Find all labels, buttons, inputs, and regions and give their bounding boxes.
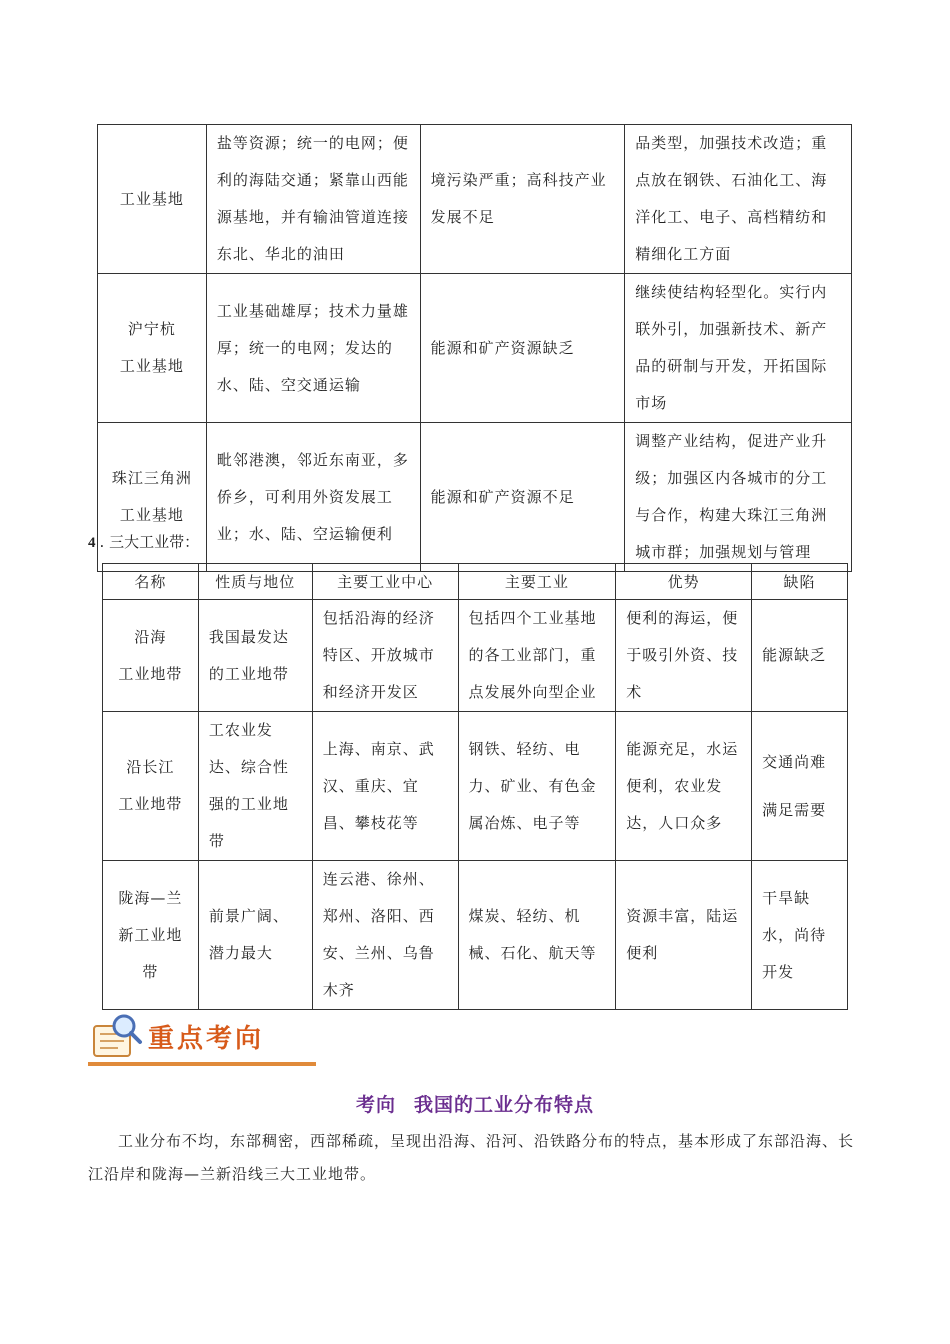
section-label: 考向 [355,1094,396,1116]
banner-title: 重点考向 [148,1024,265,1054]
body-paragraph: 工业分布不均，东部稠密，西部稀疏，呈现出沿海、沿河、沿铁路分布的特点，基本形成了东部沿海、长江沿岸和陇海—兰新沿线三大工业地带。 [88,1132,855,1183]
belt-defects: 交通尚难 满足需要 [752,712,848,861]
belt-centers: 连云港、徐州、郑州、洛阳、西安、兰州、乌鲁木齐 [312,861,458,1010]
base-conditions: 盐等资源；统一的电网；便利的海陆交通；紧靠山西能源基地，并有输油管道连接东北、华北的油田 [206,125,420,274]
belt-industries: 钢铁、轻纺、电力、矿业、有色金属冶炼、电子等 [458,712,616,861]
base-conditions: 工业基础雄厚；技术力量雄厚；统一的电网；发达的水、陆、空交通运输 [206,274,420,423]
column-header: 主要工业中心 [312,564,458,600]
base-direction: 继续使结构轻型化。实行内联外引，加强新技术、新产品的研制与开发，开拓国际市场 [625,274,852,423]
section-heading-4 [88,531,199,554]
table-row [98,274,852,423]
column-header: 主要工业 [458,564,616,600]
heading-text: 三大工业带： [109,533,200,551]
section-title [0,1090,950,1117]
belt-defects: 干旱缺水，尚待开发 [752,861,848,1010]
industrial-base-table [97,124,852,572]
heading-dot: . [99,533,105,551]
table-row [103,861,848,1010]
belt-defects: 能源缺乏 [752,600,848,712]
column-header: 优势 [616,564,752,600]
belt-nature: 工农业发达、综合性强的工业地带 [198,712,312,861]
belt-centers: 上海、南京、武汉、重庆、宜昌、攀枝花等 [312,712,458,861]
base-conditions: 毗邻港澳，邻近东南亚，多侨乡，可利用外资发展工业；水、陆、空运输便利 [206,423,420,572]
table-row [98,423,852,572]
column-header: 名称 [103,564,199,600]
column-header: 性质与地位 [198,564,312,600]
belt-industries: 煤炭、轻纺、机械、石化、航天等 [458,861,616,1010]
section-heading: 我国的工业分布特点 [414,1094,595,1116]
belt-centers: 包括沿海的经济特区、开放城市和经济开发区 [312,600,458,712]
base-direction: 品类型，加强技术改造；重点放在钢铁、石油化工、海洋化工、电子、高档精纺和精细化工方面 [625,125,852,274]
column-header: 缺陷 [752,564,848,600]
key-focus-banner [88,1012,316,1068]
banner-underline [88,1062,316,1066]
belt-nature: 我国最发达的工业地带 [198,600,312,712]
table-row [103,600,848,712]
base-problems: 境污染严重；高科技产业发展不足 [420,125,625,274]
base-direction: 调整产业结构，促进产业升级；加强区内各城市的分工与合作，构建大珠江三角洲城市群；加强规划与管理 [625,423,852,572]
belt-industries: 包括四个工业基地的各工业部门，重点发展外向型企业 [458,600,616,712]
heading-number: 4 [88,535,96,551]
base-problems: 能源和矿产资源缺乏 [420,274,625,423]
table-header-row [103,564,848,600]
base-problems: 能源和矿产资源不足 [420,423,625,572]
belt-advantages: 能源充足，水运便利，农业发达，人口众多 [616,712,752,861]
belt-advantages: 资源丰富，陆运便利 [616,861,752,1010]
table-row [98,125,852,274]
base-name: 沪宁杭 工业基地 [98,274,207,423]
base-name: 工业基地 [98,125,207,274]
belt-name: 沿长江 工业地带 [103,712,199,861]
belt-advantages: 便利的海运，便于吸引外资、技术 [616,600,752,712]
industrial-belt-table [102,563,848,1010]
belt-name: 陇海—兰 新工业地 带 [103,861,199,1010]
belt-name: 沿海 工业地带 [103,600,199,712]
base-name: 珠江三角洲 工业基地 [98,423,207,572]
table-row [103,712,848,861]
belt-nature: 前景广阔、潜力最大 [198,861,312,1010]
magnifier-notebook-icon [88,1012,146,1066]
